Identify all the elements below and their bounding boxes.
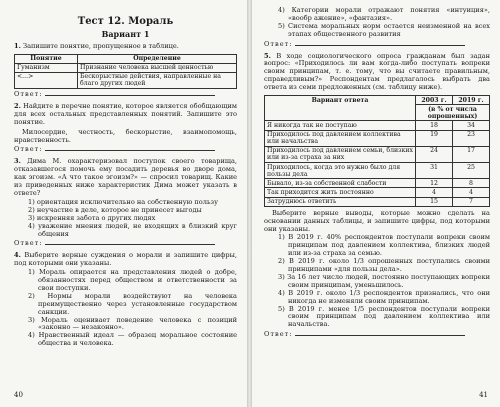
table-cell: Так приходится жить постоянно — [265, 188, 416, 197]
page-number: 41 — [479, 390, 488, 399]
table-cell: 8 — [453, 179, 490, 188]
option-item: 4) В 2019 г. около 1/3 респондентов признались, что они никогда не изменяли своим принципам. — [278, 288, 490, 305]
question-number: 2. — [14, 101, 21, 110]
question-number: 5. — [264, 51, 271, 60]
table-cell: 23 — [453, 130, 490, 146]
answer-label: Ответ: — [264, 330, 293, 339]
words-list: Милосердие, честность, бескорыстие, взаимопомощь, нравственность. — [14, 127, 237, 144]
page-number: 40 — [14, 390, 23, 399]
survey-table — [264, 95, 490, 207]
answer-label: Ответ: — [264, 39, 293, 48]
table-row — [15, 72, 237, 88]
table-row — [265, 121, 490, 130]
table-row — [265, 130, 490, 146]
option-item: 2) Нормы морали воздействуют на человека преимущественно через установленные государством санкции. — [28, 291, 237, 316]
table-cell: 34 — [453, 121, 490, 130]
question-text: В ходе социологического опроса гражданам был задан вопрос: «Приходилось ли вам когда-либо поступать вопреки своим принципам, т. е. тому, что вы считаете правильным, справедливым?» Респондентам предлагалось выбрать два ответа из семи предложенных (см. таблицу ниже). — [264, 51, 490, 92]
table-header: Определение — [78, 54, 237, 63]
table-cell: Я никогда так не поступаю — [265, 121, 416, 130]
option-item: 1) В 2019 г. 40% респондентов поступали вопреки своим принципам под давлением коллектива, близких людей или из-за страха за семью. — [278, 233, 490, 258]
table-cell: 18 — [416, 121, 453, 130]
answer-blank[interactable] — [45, 95, 215, 96]
question-5 — [264, 53, 490, 93]
table-subheader: (в % от числа опрошенных) — [416, 105, 490, 121]
table-cell: Гуманизм — [15, 63, 78, 72]
table-cell: <...> — [15, 72, 78, 88]
answer-line — [264, 331, 490, 339]
table-header: Вариант ответа — [265, 96, 416, 121]
test-title: Тест 12. Мораль — [77, 16, 174, 27]
left-page — [0, 0, 247, 407]
question-number: 3. — [14, 157, 21, 166]
options-list — [14, 199, 237, 239]
option-item: 2) неучастие в деле, которое не принесет выгоды — [28, 205, 202, 214]
answer-line — [14, 240, 237, 248]
table-row — [265, 163, 490, 179]
table-cell: 12 — [416, 179, 453, 188]
question-text: Выберите верные суждения о морали и запишите цифры, под которыми они указаны. — [14, 251, 237, 268]
option-item: 3) Мораль оценивает поведение человека с позиций «законно — незаконно». — [28, 315, 237, 332]
table-row — [265, 179, 490, 188]
table-header: 2003 г. — [416, 96, 453, 105]
answer-blank[interactable] — [295, 45, 465, 46]
table-header: Понятие — [15, 54, 78, 63]
answer-label: Ответ: — [14, 145, 43, 154]
option-item: 1) Мораль опирается на представления людей о добре, обязанностях перед обществом и ответственности за свои поступки. — [28, 268, 237, 292]
table-cell: 17 — [453, 146, 490, 162]
table-header-row — [265, 96, 490, 105]
answer-line — [264, 41, 490, 49]
option-item: 1) ориентация исключительно на собственную пользу — [28, 197, 219, 206]
table-cell: 15 — [416, 197, 453, 206]
answer-line — [14, 146, 237, 154]
option-item: 3) искренняя забота о других людях — [28, 213, 156, 222]
table-cell: Затруднюсь ответить — [265, 197, 416, 206]
table-cell: 7 — [453, 197, 490, 206]
answer-line — [14, 91, 237, 99]
option-item: 5) В 2019 г. менее 1/5 респондентов поступали вопреки своим принципам под давлением коллектива или начальства. — [278, 304, 490, 329]
variant-title: Вариант 1 — [101, 29, 150, 39]
table-header-row — [15, 54, 237, 63]
task-text: Выберите верные выводы, которые можно сделать на основании данных таблицы, и запишите цифры, под которыми они указаны. — [264, 208, 490, 233]
answer-blank[interactable] — [45, 150, 215, 151]
question-text: Найдите в перечне понятие, которое является обобщающим для всех остальных представленных понятий. Запишите это понятие. — [14, 101, 237, 126]
answer-blank[interactable] — [295, 335, 465, 336]
table-cell: Приходилось, когда это нужно было для пользы дела — [265, 163, 416, 179]
table-cell: 19 — [416, 130, 453, 146]
question-number: 4. — [14, 251, 21, 260]
option-item: 3) За 16 лет число людей, постоянно поступающих вопреки своим принципам, уменьшилось. — [278, 272, 490, 289]
option-item: 2) В 2019 г. около 1/3 опрошенных поступались своими принципами «для пользы дела». — [278, 257, 490, 274]
table-cell: Приходилось под давлением коллектива или начальства — [265, 130, 416, 146]
option-item: 5) Система моральных норм остается неизменной на всех этапах общественного развития — [278, 21, 490, 38]
options-list — [264, 7, 490, 39]
table-cell: 4 — [416, 188, 453, 197]
option-item: 4) Нравственный идеал — образец моральное состояние общества и человека. — [28, 331, 237, 348]
table-cell: Приходилось под давлением семьи, близких или из-за страха за них — [265, 146, 416, 162]
table-cell: Бывало, из-за собственной слабости — [265, 179, 416, 188]
question-2 — [14, 103, 237, 127]
table-row — [265, 197, 490, 206]
option-item: 4) уважение мнения людей, не входящих в близкий круг общения — [28, 221, 237, 238]
option-item: 4) Категории морали отражают понятия «интуиция», «вообр ажение», «фантазия». — [278, 6, 490, 22]
table-row — [265, 146, 490, 162]
table-header: 2019 г. — [453, 96, 490, 105]
options-list — [264, 234, 490, 329]
answer-label: Ответ: — [14, 90, 43, 98]
table-cell: Признание человека высшей ценностью — [78, 63, 237, 72]
options-list — [14, 269, 237, 348]
table-row — [15, 63, 237, 72]
answer-label: Ответ: — [14, 239, 43, 248]
table-row — [265, 188, 490, 197]
right-page — [252, 0, 500, 407]
question-4 — [14, 252, 237, 268]
question-1 — [14, 43, 237, 51]
table-cell: 24 — [416, 146, 453, 162]
table-cell: 25 — [453, 163, 490, 179]
question-text: Запишите понятие, пропущенное в таблице. — [23, 41, 179, 50]
table-cell: 31 — [416, 163, 453, 179]
table-cell: 4 — [453, 188, 490, 197]
question-3 — [14, 158, 237, 198]
concept-table — [14, 54, 237, 90]
table-cell: Бескорыстные действия, направленные на благо других людей — [78, 72, 237, 88]
answer-blank[interactable] — [45, 244, 215, 245]
question-number: 1. — [14, 41, 21, 50]
question-text: Дима М. охарактеризовал поступок своего товарища, отказавшегося помочь ему посадить деревья во дворе дома, как эгоизм. «А что такое эгоизм?» — спросил товарищ. Какие из приведенных ниже характеристик Дима может указать в ответе? — [14, 157, 237, 197]
